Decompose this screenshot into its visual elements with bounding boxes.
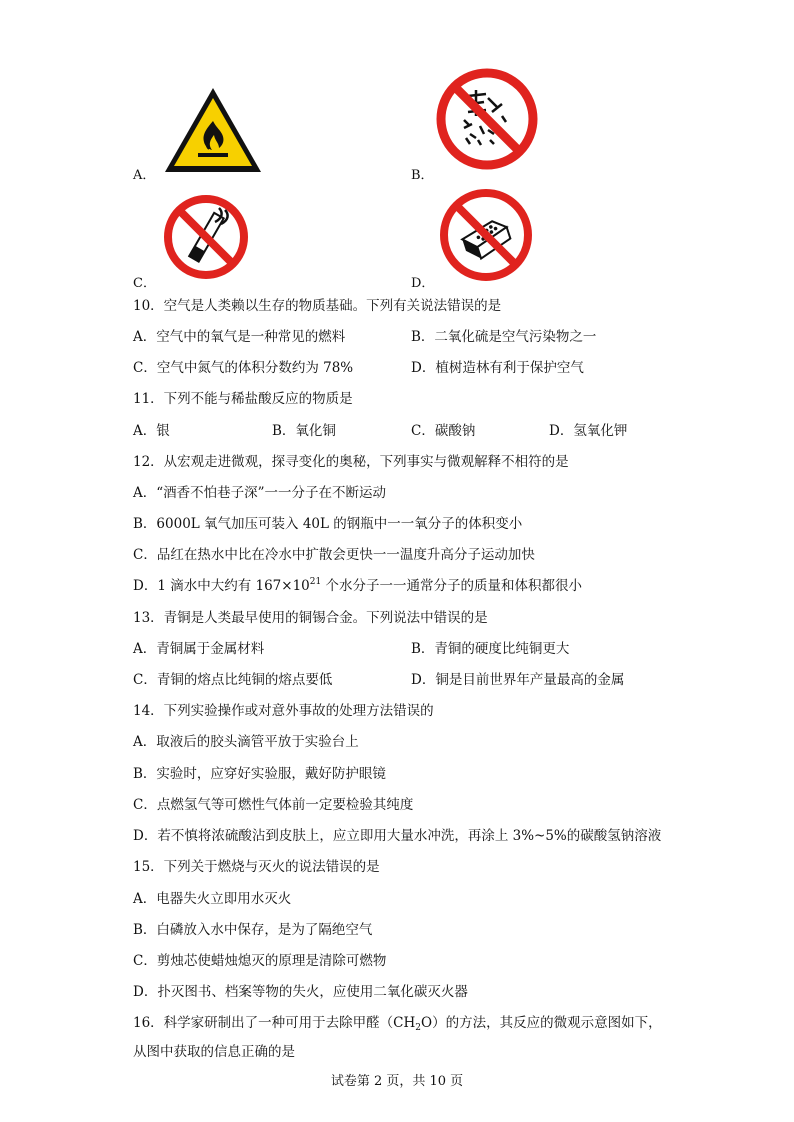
question-16-stem [133, 1014, 662, 1032]
page-footer: 试卷第 2 页，共 10 页 [330, 1074, 464, 1089]
exponent: 21 [309, 577, 322, 587]
option-c-label: C． [133, 276, 156, 291]
question-15-option-a: A．电器失火立即用水灭火 [133, 891, 292, 907]
option-b-label: B． [411, 168, 434, 183]
question-15-option-b: B．白磷放入水中保存，是为了隔绝空气 [133, 922, 373, 938]
question-12-option-d [133, 577, 582, 595]
question-16-stem-line-2: 从图中获取的信息正确的是 [133, 1044, 295, 1060]
no-fireworks-icon [436, 68, 538, 170]
question-10-option-c: C．空气中氮气的体积分数约为 78% [133, 360, 354, 376]
question-13-option-d: D．铜是目前世界年产量最高的金属 [411, 672, 625, 688]
question-14-option-d: D．若不慎将浓硫酸沾到皮肤上，应立即用大量水冲洗，再涂上 3%~5%的碳酸氢钠溶液 [133, 828, 662, 844]
option-d-label: D． [411, 276, 435, 291]
question-15-option-d: D．扑灭图书、档案等物的失火，应使用二氧化碳灭火器 [133, 984, 468, 1000]
question-12-option-c: C．品红在热水中比在冷水中扩散会更快一一温度升高分子运动加快 [133, 547, 535, 563]
question-10-option-b: B．二氧化硫是空气污染物之一 [411, 329, 597, 345]
question-13-option-b: B．青铜的硬度比纯铜更大 [411, 641, 570, 657]
question-14-option-b: B．实验时，应穿好实验服，戴好防护眼镜 [133, 766, 386, 782]
question-13-stem: 13．青铜是人类最早使用的铜锡合金。下列说法中错误的是 [133, 610, 488, 626]
option-a-label: A． [133, 168, 156, 183]
question-15-stem: 15．下列关于燃烧与灭火的说法错误的是 [133, 859, 380, 875]
question-12-option-b: B．6000L 氧气加压可装入 40L 的钢瓶中一一氧分子的体积变小 [133, 516, 523, 532]
subscript: 2 [415, 1023, 422, 1033]
question-16-stem-pre: 16．科学家研制出了一种可用于去除甲醛（CH [133, 1015, 416, 1031]
question-12-stem: 12．从宏观走进微观，探寻变化的奥秘，下列事实与微观解释不相符的是 [133, 454, 569, 470]
flammable-warning-icon [162, 85, 264, 175]
question-11-option-d: D．氢氧化钾 [549, 423, 628, 439]
no-smoking-icon [163, 194, 249, 280]
question-14-stem: 14．下列实验操作或对意外事故的处理方法错误的 [133, 703, 434, 719]
question-10-stem: 10．空气是人类赖以生存的物质基础。下列有关说法错误的是 [133, 298, 502, 314]
question-11-stem: 11．下列不能与稀盐酸反应的物质是 [133, 391, 353, 407]
question-12-option-a: A．“酒香不怕巷子深”一一分子在不断运动 [133, 485, 387, 501]
question-16-stem-post: O）的方法，其反应的微观示意图如下， [421, 1015, 662, 1031]
no-matches-icon [439, 188, 533, 282]
question-13-option-a: A．青铜属于金属材料 [133, 641, 265, 657]
question-10-option-a: A．空气中的氧气是一种常见的燃料 [133, 329, 346, 345]
question-10-option-d: D．植树造林有利于保护空气 [411, 360, 584, 376]
question-12-option-d-text-pre: D．1 滴水中大约有 167×10 [133, 578, 310, 594]
question-11-option-b: B．氧化铜 [272, 423, 336, 439]
question-11-option-a: A．银 [133, 423, 170, 439]
question-14-option-a: A．取液后的胶头滴管平放于实验台上 [133, 734, 359, 750]
question-13-option-c: C．青铜的熔点比纯铜的熔点要低 [133, 672, 333, 688]
question-15-option-c: C．剪烛芯使蜡烛熄灭的原理是清除可燃物 [133, 953, 387, 969]
question-11-option-c: C．碳酸钠 [411, 423, 476, 439]
question-14-option-c: C．点燃氢气等可燃性气体前一定要检验其纯度 [133, 797, 414, 813]
question-12-option-d-text-post: 个水分子一一通常分子的质量和体积都很小 [321, 578, 583, 594]
